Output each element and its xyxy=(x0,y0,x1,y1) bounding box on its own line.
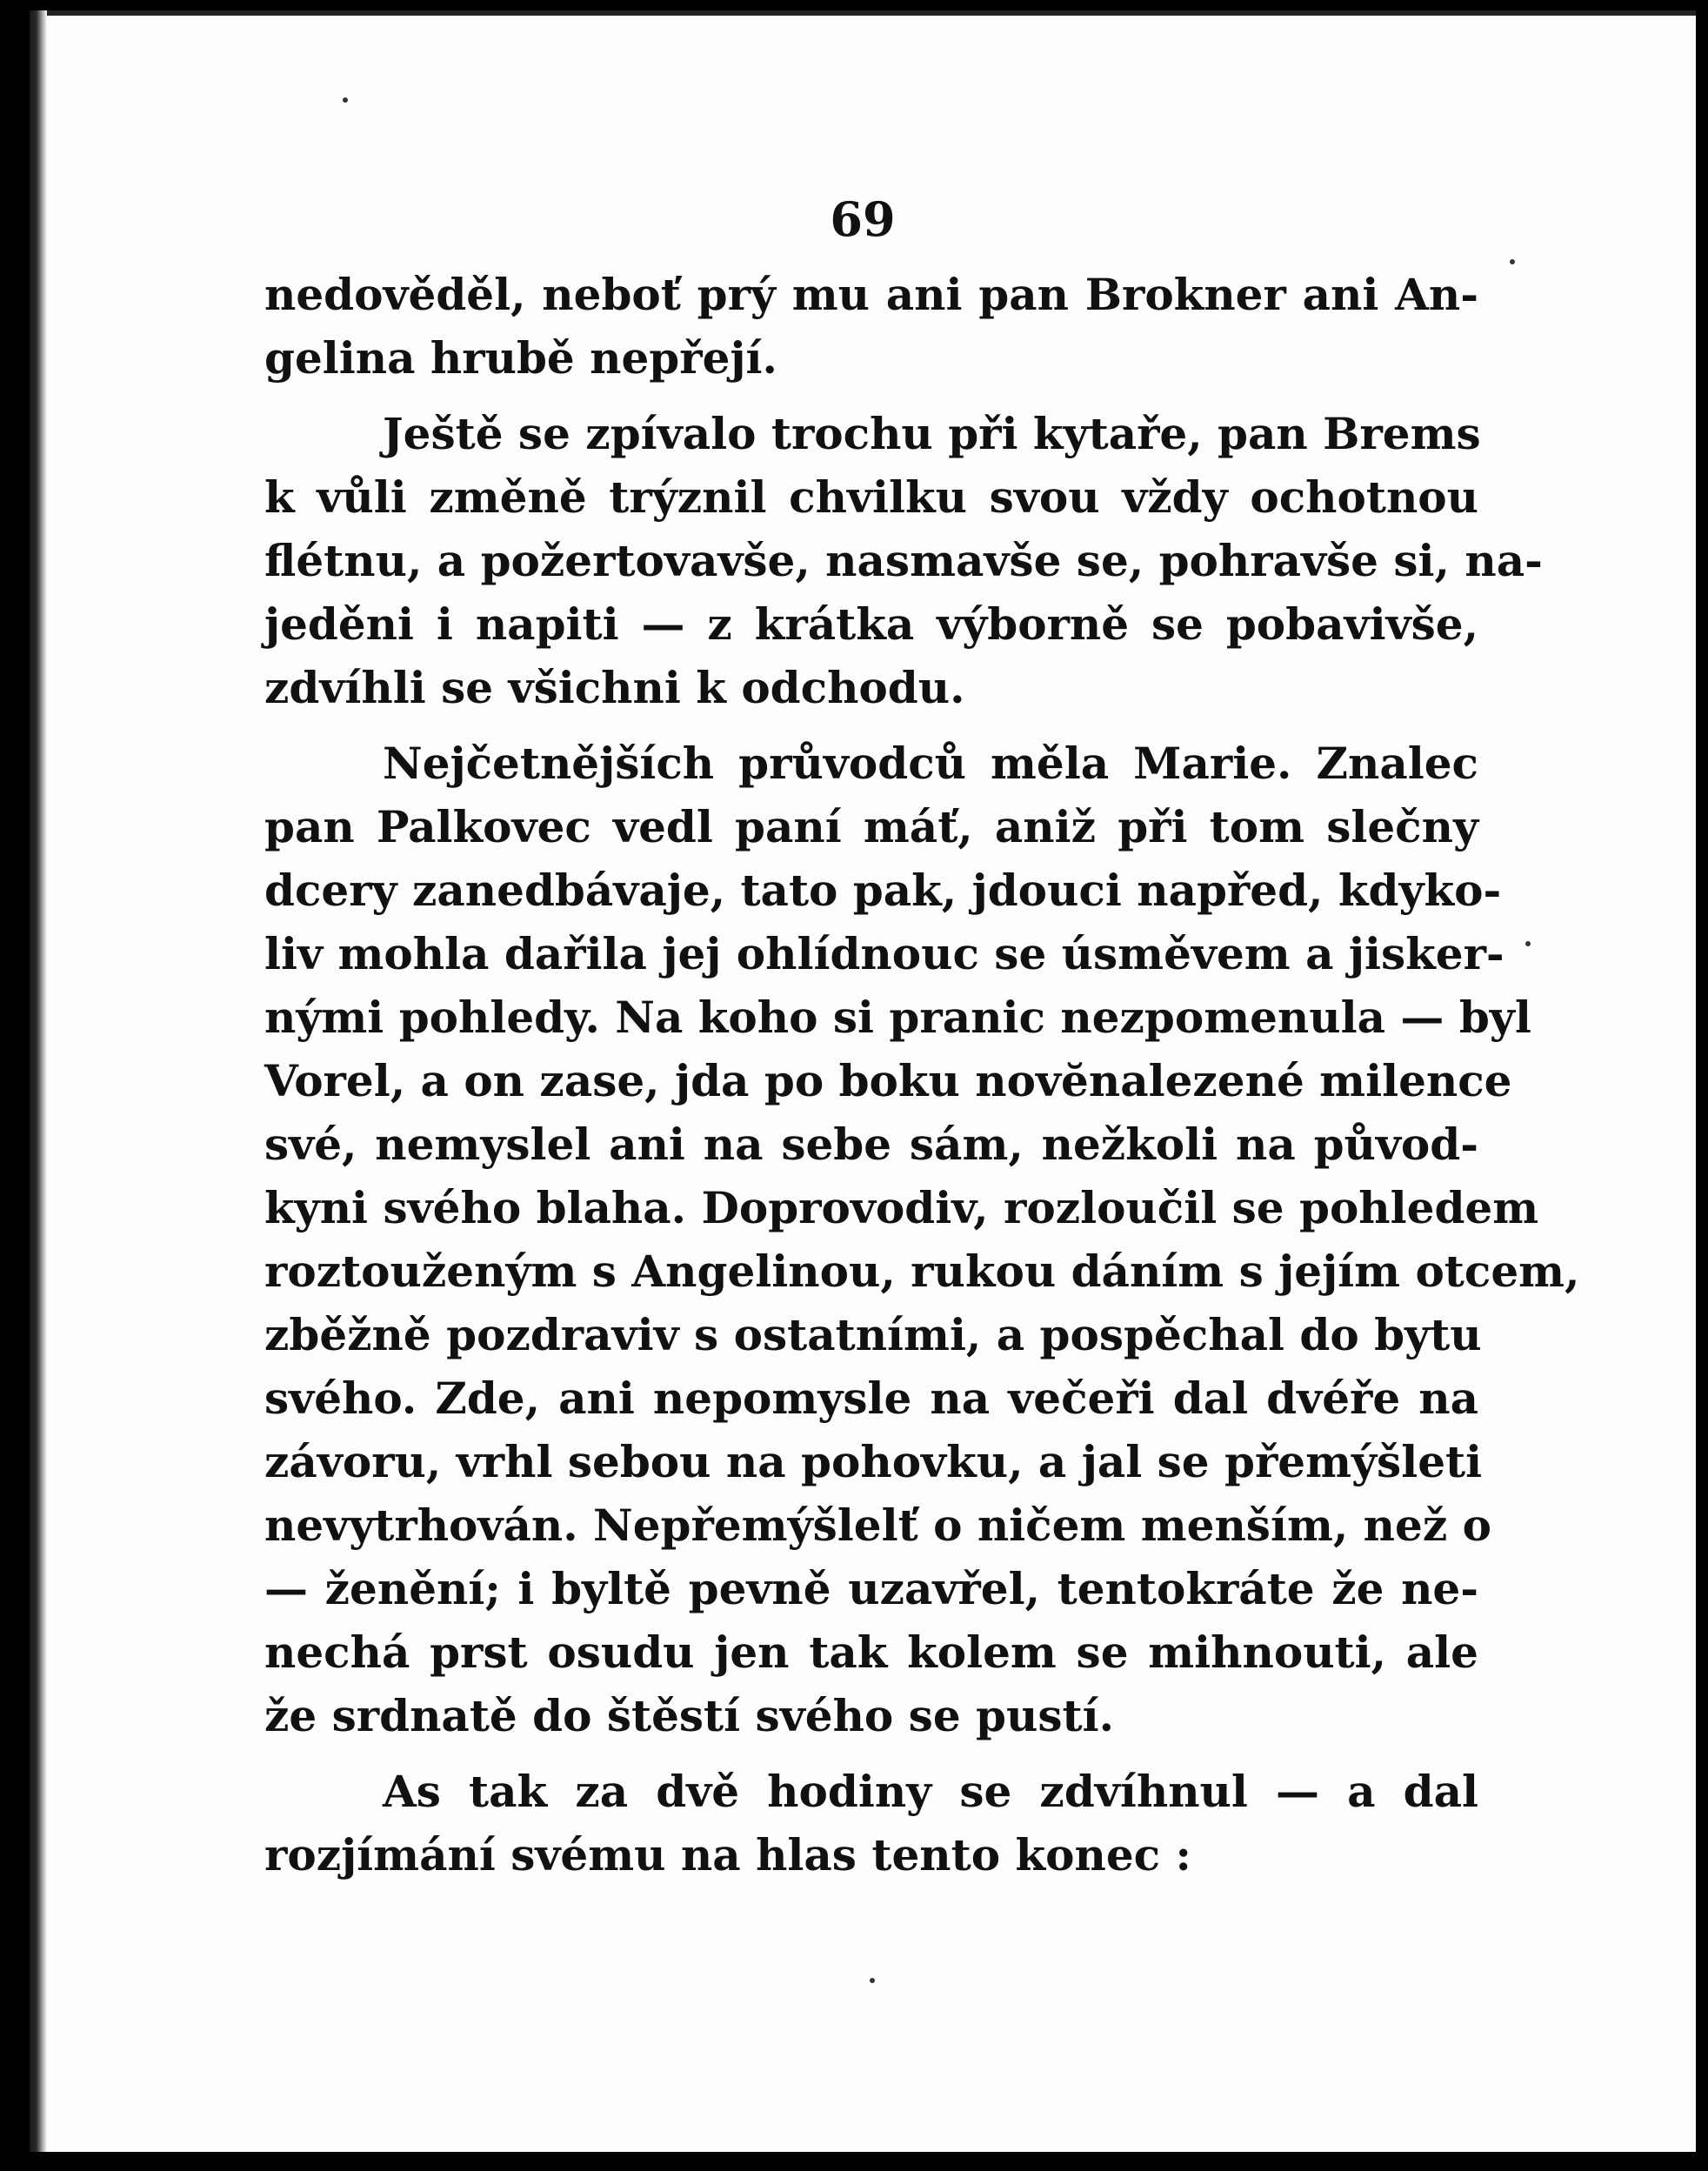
text-line: svého. Zde, ani nepomysle na večeři dal dvéře na xyxy=(264,1373,1478,1424)
ink-speck xyxy=(1525,941,1531,946)
body-text xyxy=(264,263,1580,1899)
text-line: zdvíhli se všichni k odchodu. xyxy=(264,662,965,713)
paragraph-3 xyxy=(264,731,1580,1747)
ink-speck xyxy=(1510,259,1515,264)
text-line: nedověděl, neboť prý mu ani pan Brokner ani An- xyxy=(264,269,1478,320)
text-line: Vorel, a on zase, jda po boku novĕnalezené milence xyxy=(264,1055,1512,1106)
text-line: Nejčetnějších průvodců měla Marie. Znalec xyxy=(383,738,1478,789)
ink-speck xyxy=(870,1978,875,1983)
text-line: zběžně pozdraviv s ostatními, a pospěchal do bytu xyxy=(264,1309,1482,1360)
text-line: nechá prst osudu jen tak kolem se mihnouti, ale xyxy=(264,1627,1478,1678)
text-line: nými pohledy. Na koho si pranic nezpomenula — byl xyxy=(264,992,1531,1043)
binding-edge xyxy=(30,10,47,2152)
page-number: 69 xyxy=(830,191,896,247)
text-line: As tak za dvě hodiny se zdvíhnul — a dal xyxy=(383,1766,1478,1817)
text-line: dcery zanedbávaje, tato pak, jdouci napřed, kdyko- xyxy=(264,865,1502,916)
ink-speck xyxy=(343,97,348,103)
text-line: jeděni i napiti — z krátka výborně se pobavivše, xyxy=(264,598,1478,650)
text-line: liv mohla dařila jej ohlídnouc se úsměvem a jisker- xyxy=(264,928,1505,979)
text-line: závoru, vrhl sebou na pohovku, a jal se přemýšleti xyxy=(264,1436,1483,1487)
text-line: k vůli změně trýznil chvilku svou vždy ochotnou xyxy=(264,471,1478,523)
text-line: své, nemyslel ani na sebe sám, nežkoli na původ- xyxy=(264,1119,1478,1170)
text-line: flétnu, a požertovavše, nasmavše se, pohravše si, na- xyxy=(264,535,1543,586)
top-edge xyxy=(30,10,1696,16)
paragraph-2 xyxy=(264,402,1543,719)
text-line: kyni svého blaha. Doprovodiv, rozloučil se pohledem xyxy=(264,1182,1539,1233)
text-line: — ženění; i byltě pevně uzavřel, tentokráte že ne- xyxy=(264,1563,1478,1614)
paragraph-4 xyxy=(264,1760,1478,1887)
text-line: gelina hrubě nepřejí. xyxy=(264,332,777,384)
text-line: rozjímání svému na hlas tento konec : xyxy=(264,1829,1191,1880)
text-line: nevytrhován. Nepřemýšlelť o ničem menším, než o xyxy=(264,1500,1491,1551)
text-line: že srdnatě do štěstí svého se pustí. xyxy=(264,1690,1115,1741)
paragraph-1 xyxy=(264,263,1478,390)
text-line: Ještě se zpívalo trochu při kytaře, pan Brems xyxy=(383,408,1481,459)
book-page xyxy=(30,10,1696,2152)
text-line: pan Palkovec vedl paní máť, aniž při tom slečny xyxy=(264,801,1478,852)
text-line: roztouženým s Angelinou, rukou dáním s jejím otcem, xyxy=(264,1246,1580,1297)
